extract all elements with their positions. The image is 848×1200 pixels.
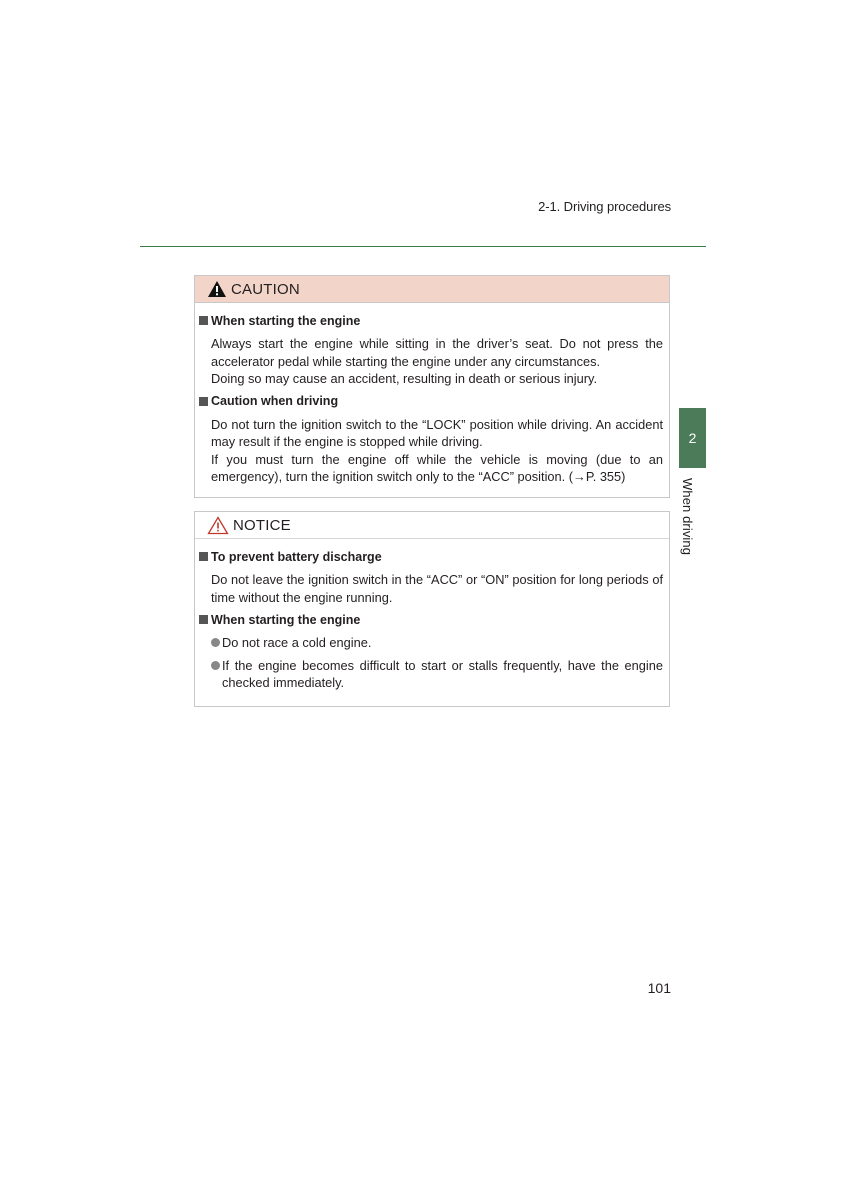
square-bullet-icon xyxy=(199,316,208,325)
notice-title: NOTICE xyxy=(233,516,291,534)
header-rule xyxy=(140,246,706,247)
square-bullet-icon xyxy=(199,552,208,561)
caution-section-heading: When starting the engine xyxy=(199,312,663,329)
caution-paragraph: Do not turn the ignition switch to the “LOCK” position while driving. An accident may result if the engine is stopped while driving. xyxy=(211,416,663,449)
caution-box xyxy=(194,275,670,498)
notice-paragraph: Do not leave the ignition switch in the “ACC” or “ON” position for long periods of time without the engine running. xyxy=(211,572,663,605)
square-bullet-icon xyxy=(199,397,208,406)
notice-section-heading: To prevent battery discharge xyxy=(199,548,663,565)
page-number: 101 xyxy=(647,980,671,996)
chapter-label: When driving xyxy=(680,478,695,556)
caution-paragraph: Always start the engine while sitting in the driver’s seat. Do not press the accelerator pedal while starting the engine under any circumstances. xyxy=(211,336,663,369)
caution-paragraph: Doing so may cause an accident, resulting in death or serious injury. xyxy=(211,371,598,386)
chapter-number: 2 xyxy=(688,430,697,446)
list-item: If the engine becomes difficult to start or stalls frequently, have the engine checked immediately. xyxy=(211,657,663,692)
caution-paragraph: If you must turn the engine off while the vehicle is moving (due to an emergency), turn the ignition switch only to the “ACC” position. (→P. 355) xyxy=(211,451,663,484)
section-header: 2-1. Driving procedures xyxy=(538,199,671,214)
list-item: Do not race a cold engine. xyxy=(211,634,663,652)
circle-bullet-icon xyxy=(211,638,220,647)
caution-section-heading: Caution when driving xyxy=(199,393,663,410)
square-bullet-icon xyxy=(199,615,208,624)
circle-bullet-icon xyxy=(211,661,220,670)
notice-box xyxy=(194,511,670,707)
chapter-tab[interactable] xyxy=(679,408,706,468)
caution-header xyxy=(195,276,669,303)
warning-icon xyxy=(207,280,227,298)
notice-header xyxy=(195,512,669,539)
caution-title: CAUTION xyxy=(231,280,300,298)
notice-warning-icon xyxy=(207,516,229,535)
notice-section-heading: When starting the engine xyxy=(199,611,663,628)
